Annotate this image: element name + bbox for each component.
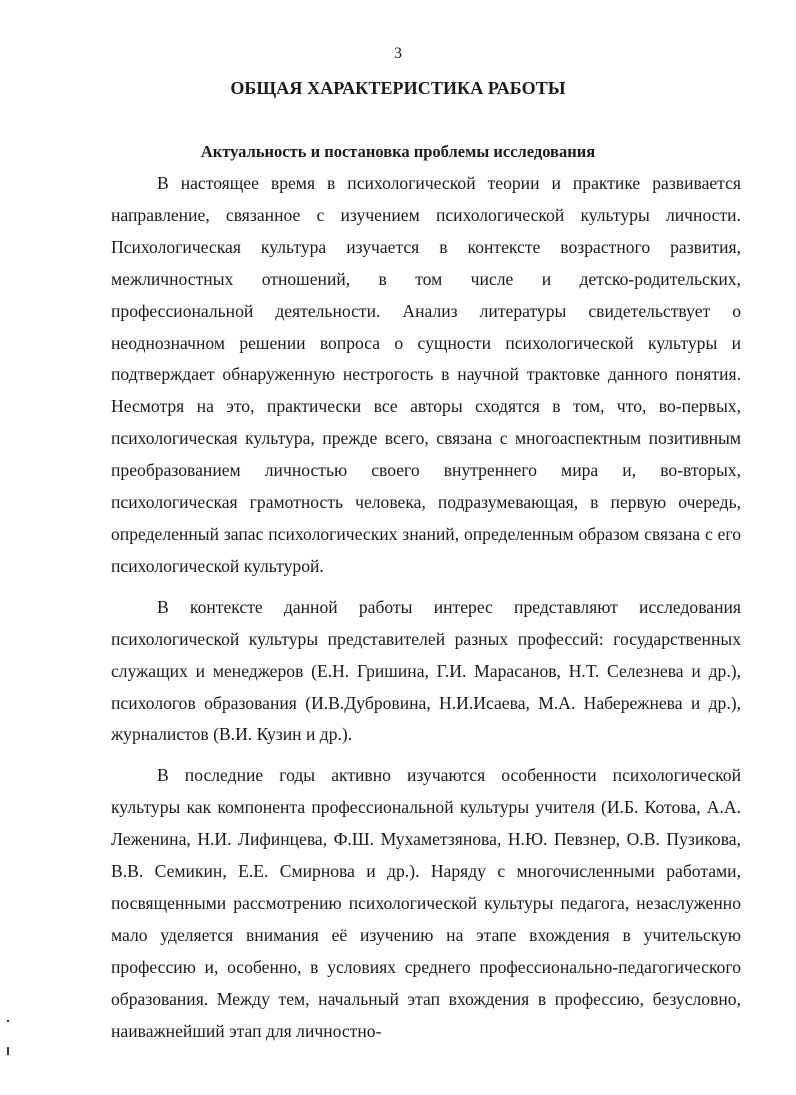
page-number: 3 bbox=[394, 45, 402, 62]
scan-speck bbox=[7, 1020, 9, 1022]
paragraph-1: В настоящее время в психологической теории и практике развивается направление, связанное с изучением психологической культуры личности. Психологическая культура изучается в контексте возрастного развития, межличностных отношений, в том числе и детско-родительских, профессиональной деятельности. Анализ литературы свидетельствует о неоднозначном решении вопроса о сущности психологической культуры и подтверждает обнаруженную нестрогость в научной трактовке данного понятия. Несмотря на это, практически все авторы сходятся в том, что, во-первых, психологическая культура, прежде всего, связана с многоаспектным позитивным преобразованием личностью своего внутреннего мира и, во-вторых, психологическая грамотность человека, подразумевающая, в первую очередь, определенный запас психологических знаний, определенным образом связана с его психологической культурой. bbox=[111, 173, 741, 576]
paragraph-2: В контексте данной работы интерес представляют исследования психологической культуры представителей разных профессий: государственных служащих и менеджеров (Е.Н. Гришина, Г.И. Марасанов, Н.Т. Селезнева и др.), психологов образования (И.В.Дубровина, Н.И.Исаева, М.А. Набережнева и др.), журналистов (В.И. Кузин и др.). bbox=[111, 596, 741, 745]
paragraph-3: В последние годы активно изучаются особенности психологической культуры как компонента профессиональной культуры учителя (И.Б. Котова, А.А. Леженина, Н.И. Лифинцева, Ф.Ш. Мухаметзянова, Н.Ю. Певзнер, О.В. Пузикова, В.В. Семикин, Е.Е. Смирнова и др.). Наряду с многочисленными работами, посвященными рассмотрению психологической культуры педагога, незаслуженно мало уделяется внимания её изучению на этапе вхождения в учительскую профессию и, особенно, в условиях среднего профессионально-педагогического образования. Между тем, начальный этап вхождения в профессию, безусловно, наиважнейший этап для личностно- bbox=[111, 765, 741, 1041]
page-title: ОБЩАЯ ХАРАКТЕРИСТИКА РАБОТЫ bbox=[230, 78, 566, 98]
scan-speck bbox=[7, 1047, 9, 1055]
section-heading: Актуальность и постановка проблемы исследования bbox=[200, 142, 596, 161]
body-text bbox=[111, 168, 741, 1047]
